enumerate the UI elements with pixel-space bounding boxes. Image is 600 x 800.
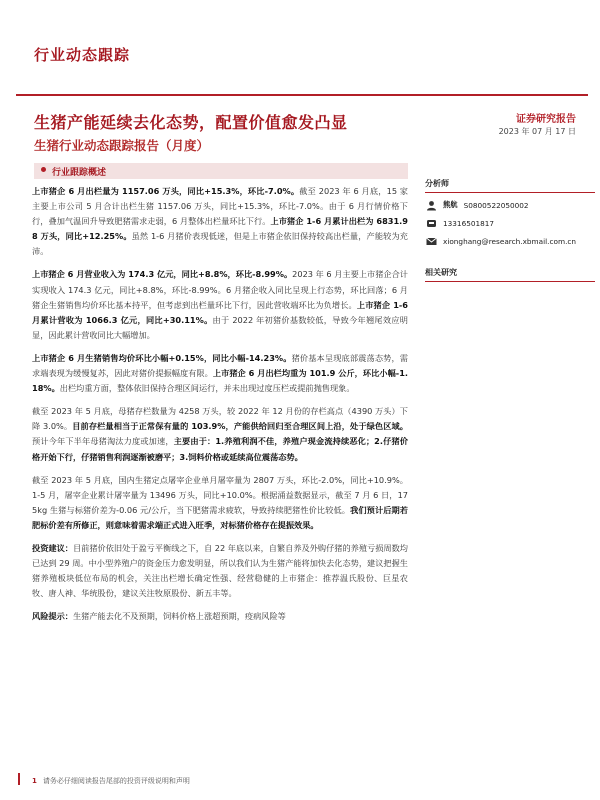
email-icon (425, 235, 437, 247)
body-text: 出栏均重方面，整体依旧保持合理区间运行，并未出现过度压栏或提前抛售现象。 (59, 383, 355, 394)
report-type-tag: 证券研究报告 (516, 114, 576, 125)
report-subtitle: 生猪行业动态跟踪报告（月度） (34, 138, 210, 153)
section-heading (34, 163, 408, 179)
paragraph-investment-advice (32, 541, 408, 601)
bold-text: 投资建议： (32, 542, 73, 553)
bold-text: 我们预计后期若肥标价差有所修正，则意味着需求端正式进入旺季，对标猪价格存在提振效果。 (32, 504, 408, 530)
bold-text: 上市猪企 6 月生猪销售均价环比小幅+0.15%，同比小幅-14.23%。 (32, 352, 292, 363)
paragraph-revenue (32, 267, 408, 342)
bold-text: 上市猪企 1-6 月累计出栏为 6831.98 万头，同比+12.25%。 (32, 216, 408, 242)
header-band (0, 0, 600, 96)
body-text: 猪价基本呈现底部震荡态势，需求端表现为缓慢复苏，因此对猪价提振幅度有限。 (32, 352, 408, 379)
paragraph-output (32, 184, 408, 259)
body-text: 虽然 1-6 月猪价表现低迷，但是上市猪企依旧保持较高出栏量，产能较为充沛。 (32, 231, 408, 257)
page-number: 1 (32, 777, 37, 785)
bold-text: 上市猪企 6 月营业收入为 174.3 亿元，同比+8.8%，环比-8.99%。 (32, 269, 293, 280)
footer-disclaimer: 请务必仔细阅读报告尾部的投资评级说明和声明 (42, 777, 190, 785)
report-date: 2023 年 07 月 17 日 (498, 127, 576, 136)
report-title: 生猪产能延续去化态势，配置价值愈发凸显 (34, 113, 348, 132)
body-text: 截至 2023 年 5 月底，母猪存栏数量为 4258 万头，较 2022 年 12 月份的存栏高点（4390 万头）下降 3.0%。 (32, 406, 408, 432)
analyst-phone: 13316501817 (443, 218, 495, 228)
bullet-icon (41, 167, 46, 172)
bold-text: 主要由于：1.养殖利润不佳，养殖户现金流持续恶化；2.仔猪价格开始下行，仔猪销售利润逐渐被磨平；3.饲料价格或延续高位震荡态势。 (32, 436, 408, 462)
user-icon (425, 199, 437, 211)
paragraph-slaughter (32, 473, 408, 533)
phone-icon (425, 217, 437, 229)
analyst-name: 熊航 (443, 200, 458, 209)
body-text: 截至 2023 年 6 月底，15 家主要上市公司 5 月合计出栏生猪 1157.06 万头，同比+15.3%，环比-7.0%。由于 6 月行情价格下行，叠加气温回升导致肥猪需求走弱，6 月整体出栏量环比下行。 (32, 186, 408, 227)
body-text: 截至 2023 年 5 月底，国内生猪定点屠宰企业单月屠宰量为 2807 万头，环比-2.0%，同比+10.9%。1-5 月，屠宰企业累计屠宰量为 13496 万头，同比+10.0%。根据涌益数据显示，截至 7 月 6 日，175kg 生猪与标猪价差为-0.06 元/公斤，当下肥猪需求疲软，导致持续肥猪性价比较低。 (32, 474, 408, 515)
body-text: 由于 2022 年初猪价基数较低，导致今年翘尾效应明显，因此累计营收同比大幅增加。 (32, 314, 408, 340)
analyst-license: S0800522050002 (463, 200, 529, 210)
analyst-row (425, 199, 595, 211)
footer (32, 776, 190, 786)
header-divider (16, 94, 588, 96)
header-title: 行业动态跟踪 (34, 46, 131, 64)
body-text: 2023 年 6 月主要上市猪企合计实现收入 174.3 亿元，同比+8.8%，环比-8.99%。6 月猪企收入同比呈现上行态势，环比回落；6 月猪企生猪销售均价环比基本持平，但考虑到出栏量环比下行，因此营收端环比为负增长。 (32, 269, 408, 310)
bold-text: 上市猪企 6 月出栏量为 1157.06 万头，同比+15.3%，环比-7.0%。 (32, 186, 300, 196)
section-heading-text: 行业跟踪概述 (52, 168, 107, 178)
paragraph-sow-inventory (32, 404, 408, 464)
sidebar (425, 178, 595, 282)
bold-text: 目前存栏量相当于正常保有量的 103.9%，产能供给回归至合理区间上沿，处于绿色区域。 (72, 421, 408, 432)
analyst-email[interactable]: xionghang@research.xbmail.com.cn (443, 236, 577, 246)
related-research-label: 相关研究 (425, 267, 595, 282)
paragraph-price (32, 351, 408, 396)
email-row (425, 235, 595, 247)
body-text: 目前猪价依旧处于盈亏平衡线之下，自 22 年底以来，自繁自养及外购仔猪的养殖亏损周数均已达到 29 周。中小型养殖户的资金压力愈发明显，所以我们认为生猪产能将加快去化态势，建议把握生猪养殖板块低位布局的机会，关注出栏增长确定性强、经营稳健的上市猪企：推荐温氏股份、巨星农牧、唐人神、华统股份，建议关注牧原股份、新五丰等。 (32, 542, 408, 599)
bold-text: 风险提示： (32, 611, 73, 622)
phone-row (425, 217, 595, 229)
bold-text: 上市猪企 1-6 月累计营收为 1066.3 亿元，同比+30.11%。 (32, 299, 408, 325)
body-text: 预计今年下半年母猪淘汰力度或加速， (32, 436, 174, 447)
body-text: 生猪产能去化不及预期，饲料价格上涨超预期，疫病风险等 (72, 611, 286, 622)
report-body (32, 184, 408, 632)
analyst-label: 分析师 (425, 178, 595, 193)
paragraph-risk (32, 609, 408, 624)
bold-text: 上市猪企 6 月出栏均重为 101.9 公斤，环比小幅-1.18%。 (32, 368, 408, 394)
footer-bar (18, 773, 20, 785)
